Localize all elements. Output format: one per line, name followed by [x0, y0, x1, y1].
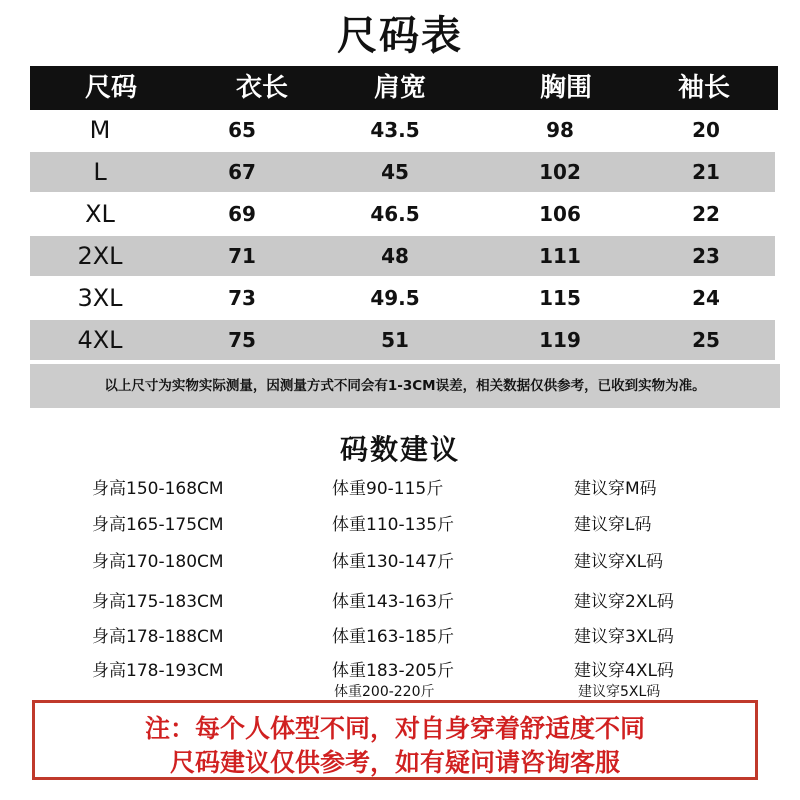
recommend-row — [0, 510, 800, 540]
cell-length: 75 — [228, 328, 256, 352]
measurement-note: 以上尺寸为实物实际测量，因测量方式不同会有1-3CM误差，相关数据仅供参考，已收到实物为准。 — [30, 364, 780, 408]
header-shoulder: 肩宽 — [373, 73, 426, 103]
size-suggestion: 建议穿M码 — [574, 479, 657, 499]
size-suggestion: 建议穿XL码 — [574, 552, 664, 572]
cell-sleeve: 24 — [692, 286, 720, 310]
recommend-row — [0, 474, 800, 504]
height-range: 身高165-175CM — [92, 515, 224, 535]
table-row — [30, 320, 775, 360]
size-suggestion: 建议穿4XL码 — [574, 661, 674, 681]
cell-shoulder: 48 — [381, 244, 409, 268]
cell-chest: 102 — [539, 160, 581, 184]
height-range: 身高150-168CM — [92, 479, 224, 499]
cell-shoulder: 51 — [381, 328, 409, 352]
cell-length: 69 — [228, 202, 256, 226]
cell-size: XL — [85, 200, 115, 228]
size-suggestion: 建议穿3XL码 — [574, 627, 674, 647]
height-range: 身高170-180CM — [92, 552, 224, 572]
warning-line-2: 尺码建议仅供参考，如有疑问请咨询客服 — [169, 748, 620, 777]
size-suggestion: 建议穿2XL码 — [574, 592, 674, 612]
weight-range: 体重163-185斤 — [332, 627, 455, 647]
size-suggestion: 建议穿5XL码 — [578, 684, 661, 700]
weight-range: 体重130-147斤 — [332, 552, 455, 572]
cell-size: M — [89, 116, 111, 144]
cell-size: 4XL — [77, 326, 123, 354]
header-length: 衣长 — [235, 73, 288, 103]
table-row — [30, 194, 775, 234]
table-row — [30, 278, 775, 318]
cell-sleeve: 25 — [692, 328, 720, 352]
cell-length: 65 — [228, 118, 256, 142]
cell-sleeve: 21 — [692, 160, 720, 184]
cell-chest: 98 — [546, 118, 574, 142]
weight-range: 体重90-115斤 — [332, 479, 444, 499]
cell-shoulder: 43.5 — [370, 118, 420, 142]
table-row — [30, 110, 775, 150]
size-table-header — [30, 66, 778, 110]
cell-size: 3XL — [77, 284, 123, 312]
table-row — [30, 152, 775, 192]
header-size: 尺码 — [84, 73, 137, 103]
header-sleeve: 袖长 — [677, 73, 730, 103]
recommend-title: 码数建议 — [339, 433, 460, 466]
cell-sleeve: 22 — [692, 202, 720, 226]
height-range: 身高175-183CM — [92, 592, 224, 612]
size-suggestion: 建议穿L码 — [574, 515, 652, 535]
cell-chest: 119 — [539, 328, 581, 352]
weight-range: 体重143-163斤 — [332, 592, 455, 612]
height-range: 身高178-193CM — [92, 661, 224, 681]
cell-shoulder: 45 — [381, 160, 409, 184]
cell-sleeve: 20 — [692, 118, 720, 142]
cell-length: 73 — [228, 286, 256, 310]
warning-line-1: 注：每个人体型不同，对自身穿着舒适度不同 — [144, 714, 645, 743]
cell-size: L — [93, 158, 107, 186]
cell-chest: 106 — [539, 202, 581, 226]
recommend-row — [0, 547, 800, 577]
cell-size: 2XL — [77, 242, 123, 270]
weight-range: 体重200-220斤 — [334, 684, 435, 700]
weight-range: 体重183-205斤 — [332, 661, 455, 681]
recommend-row — [0, 587, 800, 617]
cell-length: 71 — [228, 244, 256, 268]
page-title: 尺码表 — [337, 13, 463, 59]
cell-length: 67 — [228, 160, 256, 184]
warning-box — [32, 700, 758, 780]
header-chest: 胸围 — [539, 73, 592, 103]
height-range: 身高178-188CM — [92, 627, 224, 647]
cell-chest: 115 — [539, 286, 581, 310]
table-row — [30, 236, 775, 276]
weight-range: 体重110-135斤 — [332, 515, 455, 535]
cell-shoulder: 46.5 — [370, 202, 420, 226]
recommend-row — [0, 622, 800, 652]
cell-shoulder: 49.5 — [370, 286, 420, 310]
cell-chest: 111 — [539, 244, 581, 268]
cell-sleeve: 23 — [692, 244, 720, 268]
